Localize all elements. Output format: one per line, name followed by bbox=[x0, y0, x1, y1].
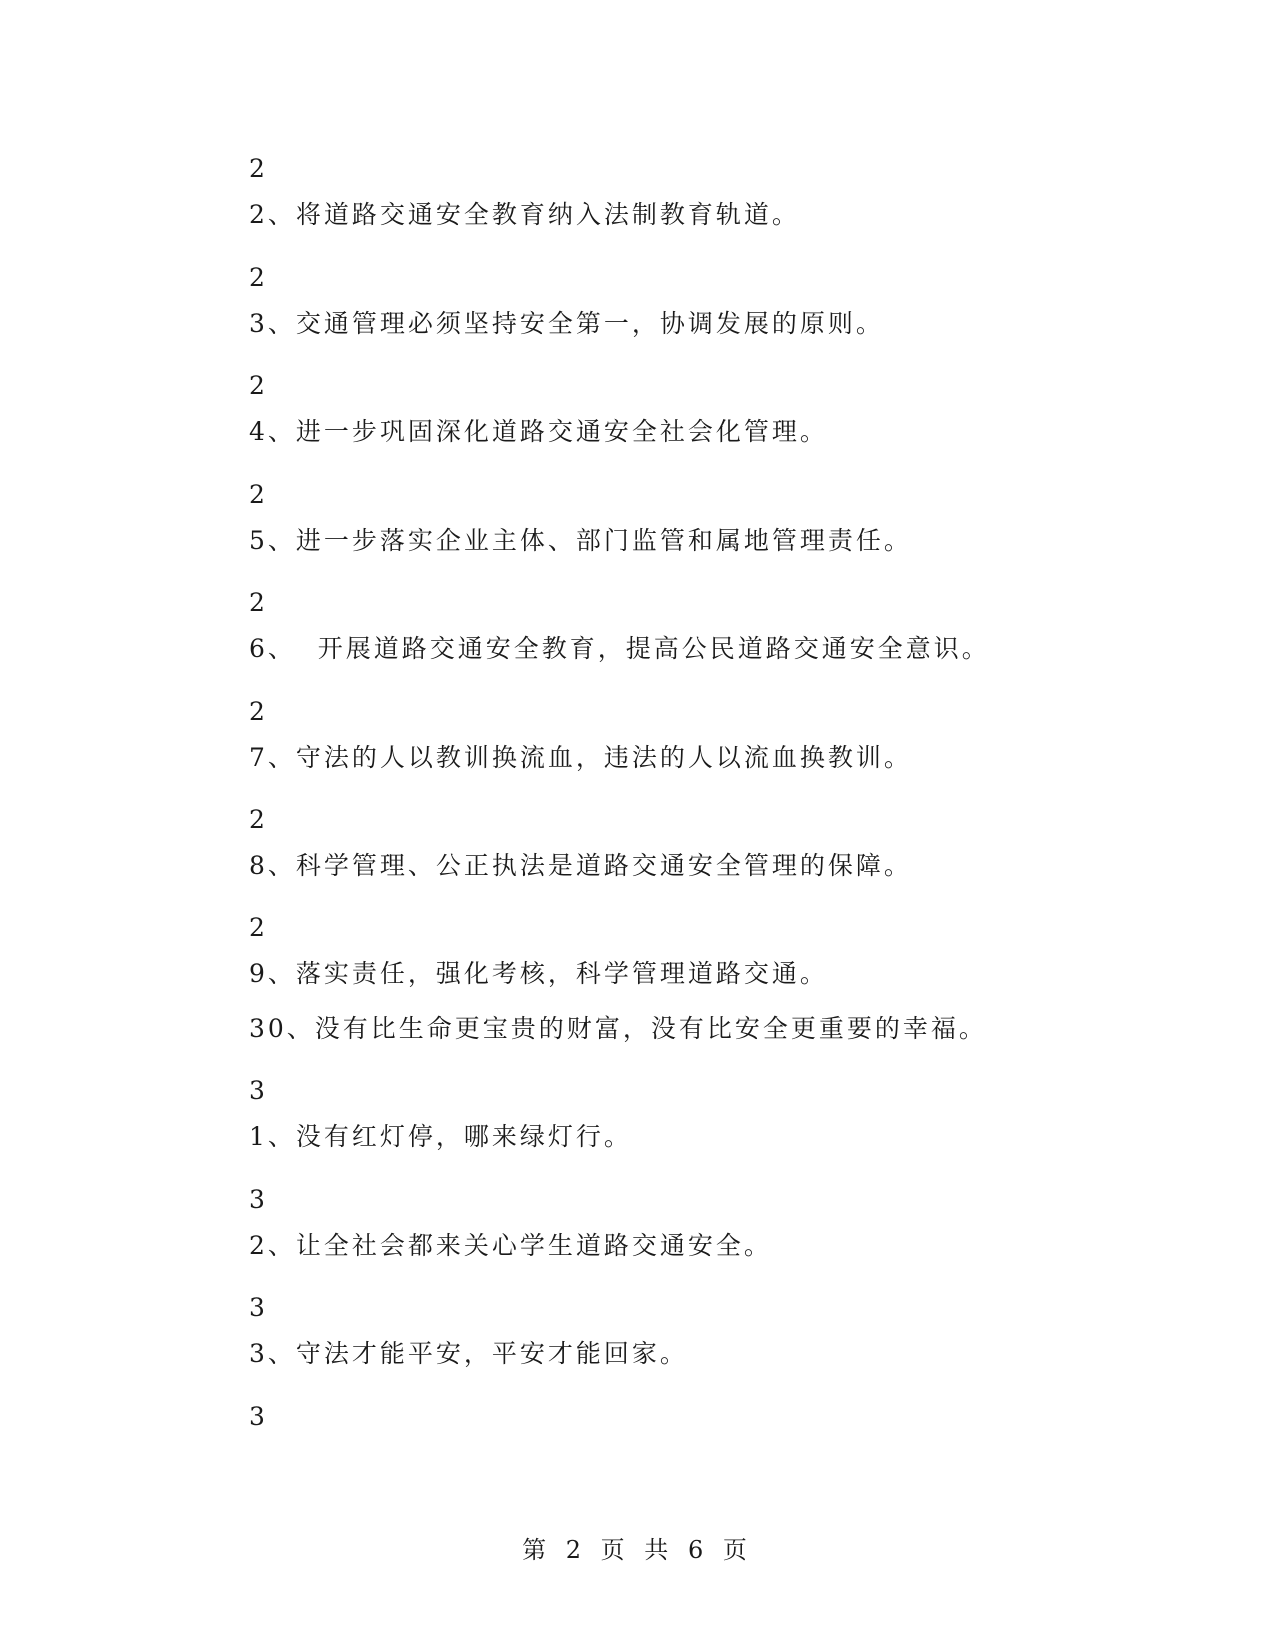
text-line: 3 bbox=[249, 1402, 268, 1431]
text-line: 3 bbox=[249, 1293, 268, 1322]
text-line: 2 bbox=[249, 805, 268, 834]
text-line: 8、科学管理、公正执法是道路交通安全管理的保障。 bbox=[249, 851, 912, 880]
text-line: 6、 开展道路交通安全教育，提高公民道路交通安全意识。 bbox=[249, 634, 990, 663]
text-line: 2、让全社会都来关心学生道路交通安全。 bbox=[249, 1231, 772, 1260]
text-line: 5、进一步落实企业主体、部门监管和属地管理责任。 bbox=[249, 526, 912, 555]
text-line: 7、守法的人以教训换流血，违法的人以流血换教训。 bbox=[249, 743, 912, 772]
text-line: 2 bbox=[249, 697, 268, 726]
text-line: 30、没有比生命更宝贵的财富，没有比安全更重要的幸福。 bbox=[249, 1014, 987, 1043]
text-line: 2 bbox=[249, 263, 268, 292]
text-line: 2 bbox=[249, 480, 268, 509]
text-line: 3 bbox=[249, 1185, 268, 1214]
text-line: 2 bbox=[249, 588, 268, 617]
text-line: 3、守法才能平安，平安才能回家。 bbox=[249, 1339, 688, 1368]
text-line: 1、没有红灯停，哪来绿灯行。 bbox=[249, 1122, 632, 1151]
page-footer: 第 2 页 共 6 页 bbox=[522, 1536, 753, 1564]
text-line: 3、交通管理必须坚持安全第一，协调发展的原则。 bbox=[249, 309, 884, 338]
text-line: 2 bbox=[249, 371, 268, 400]
text-line: 2 bbox=[249, 154, 268, 183]
text-line: 2 bbox=[249, 913, 268, 942]
text-line: 2、将道路交通安全教育纳入法制教育轨道。 bbox=[249, 200, 800, 229]
text-line: 4、进一步巩固深化道路交通安全社会化管理。 bbox=[249, 417, 828, 446]
text-line: 3 bbox=[249, 1076, 268, 1105]
text-line: 9、落实责任，强化考核，科学管理道路交通。 bbox=[249, 959, 828, 988]
